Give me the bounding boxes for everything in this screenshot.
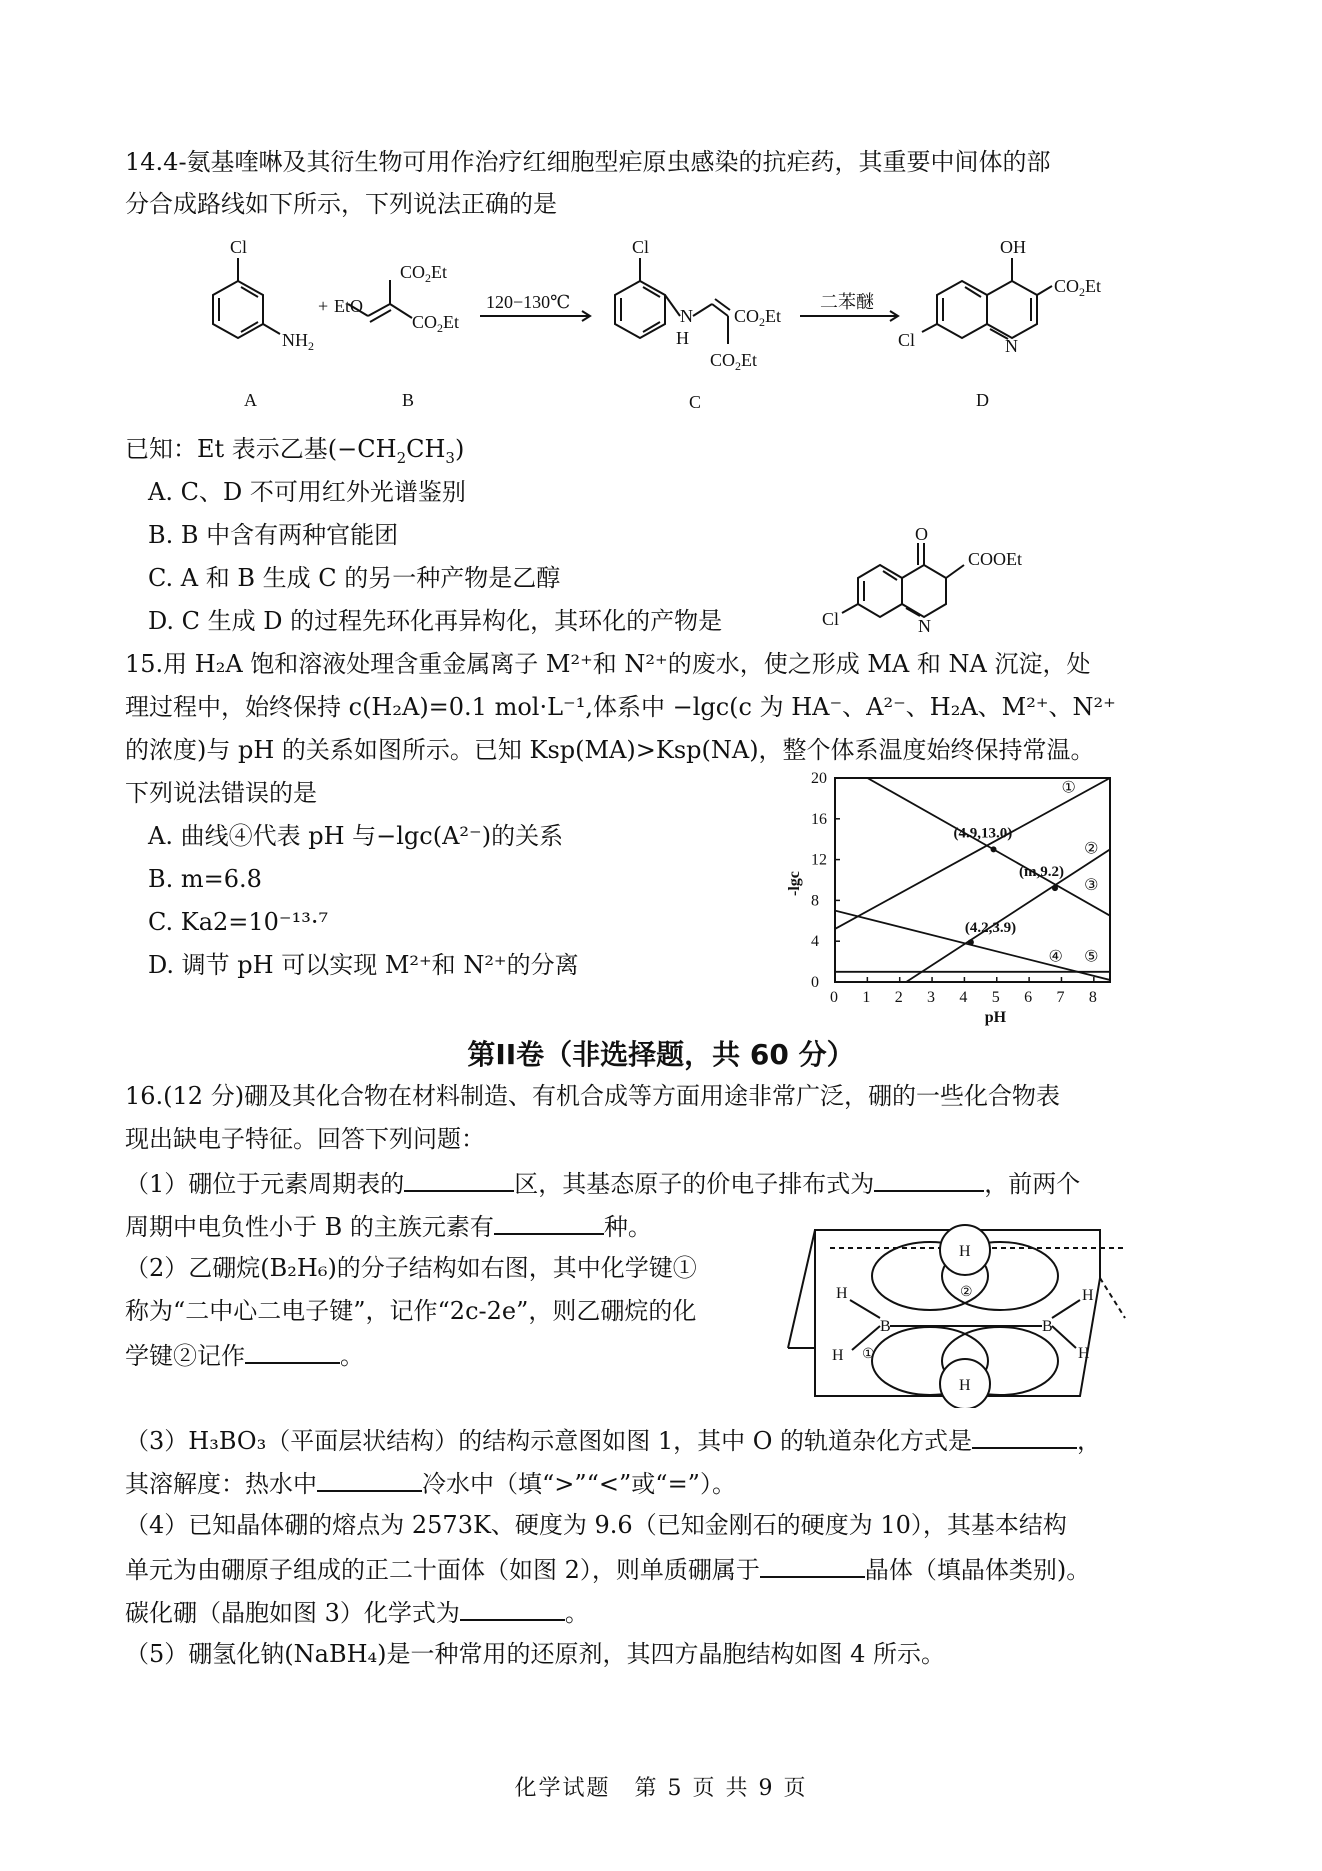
annotation-label: (4.9,13.0) <box>953 825 1013 842</box>
annotation-point <box>1052 885 1058 891</box>
condition-temp: 120−130℃ <box>486 292 571 312</box>
a-cl-label: Cl <box>230 237 248 257</box>
condition-solvent: 二苯醚 <box>820 292 874 312</box>
diagram-h-right-top: H <box>1082 1287 1094 1304</box>
x-tick-label: 0 <box>830 989 838 1006</box>
blank-4-crystal[interactable] <box>760 1552 865 1578</box>
q16-part2-line2: 称为“二中心二电子键”，记作“2c-2e”，则乙硼烷的化 <box>125 1297 697 1325</box>
blank-1-config[interactable] <box>874 1166 984 1192</box>
d-n-label: N <box>1005 336 1018 356</box>
c-cl-label: Cl <box>632 237 650 257</box>
synthesis-scheme <box>0 228 1322 418</box>
diborane-diagram <box>780 1218 1140 1408</box>
page-footer: 化学试题 第 5 页 共 9 页 <box>514 1776 808 1801</box>
x-tick-label: 4 <box>959 989 968 1006</box>
q14-option-a: A. C、D 不可用红外光谱鉴别 <box>148 478 466 506</box>
c-co2et-bottom: $CO_2Et$ <box>710 350 758 373</box>
x-tick-label: 7 <box>1056 989 1065 1006</box>
q16-part1-line2: 周期中电负性小于 B 的主族元素有 种。 <box>125 1209 652 1243</box>
label-d: D <box>976 390 989 410</box>
x-tick-label: 8 <box>1088 989 1097 1006</box>
q16-part4-line1: （4）已知晶体硼的熔点为 2573K、硬度为 9.6（已知金刚石的硬度为 10），其基本结构 <box>125 1511 1067 1539</box>
d-cl-label: Cl <box>898 330 916 350</box>
y-tick-label: 4 <box>811 933 819 951</box>
optd-cooet-label: COOEt <box>968 549 1022 569</box>
chart-frame <box>835 778 1110 982</box>
series-label-1: ① <box>1061 779 1076 797</box>
b-co2et-bottom: $CO_2Et$ <box>412 312 460 335</box>
q16-stem-line1: 16.(12 分)硼及其化合物在材料制造、有机合成等方面用途非常广泛，硼的一些化合物表 <box>125 1082 1061 1110</box>
c-h-label: H <box>676 328 689 348</box>
diagram-h-left-top: H <box>836 1285 848 1302</box>
q16-part4-line3: 碳化硼（晶胞如图 3）化学式为 。 <box>125 1595 589 1629</box>
q14-option-b: B. B 中含有两种官能团 <box>148 521 399 549</box>
diagram-h-left-bottom: H <box>832 1347 844 1364</box>
label-c: C <box>689 392 702 412</box>
q16-part1-line1: （1）硼位于元素周期表的 区，其基态原子的价电子排布式为 ，前两个 <box>125 1166 1080 1200</box>
q16-part5-line: （5）硼氢化钠(NaBH₄)是一种常用的还原剂，其四方晶胞结构如图 4 所示。 <box>125 1640 946 1668</box>
q16-part3-line2: 其溶解度：热水中 冷水中（填“>”“<”或“=”）。 <box>125 1466 736 1500</box>
q14-known-note: 已知：Et 表示乙基$(-CH_2CH_3)$ <box>125 435 465 467</box>
x-tick-label: 3 <box>927 989 936 1006</box>
annotation-label: (m,9.2) <box>1019 864 1064 881</box>
q15-option-a: A. 曲线④代表 pH 与−lgc(A²⁻)的关系 <box>148 822 564 850</box>
x-tick-label: 5 <box>991 989 1000 1006</box>
plus-sign: + <box>318 296 329 316</box>
section-title: 第II卷（非选择题，共 60 分） <box>467 1038 855 1071</box>
diagram-bond-2: ② <box>960 1285 973 1300</box>
q14-stem-line1: 14.4-氨基喹啉及其衍生物可用作治疗红细胞型疟原虫感染的抗疟药，其重要中间体的部 <box>125 148 1051 176</box>
q15-stem-line3: 的浓度)与 pH 的关系如图所示。已知 Ksp(MA)>Ksp(NA)，整个体系温度始终保持常温。 <box>125 736 1095 764</box>
q14-option-c: C. A 和 B 生成 C 的另一种产物是乙醇 <box>148 564 561 592</box>
x-tick-label: 2 <box>894 989 903 1006</box>
blank-3-hybrid[interactable] <box>972 1423 1077 1449</box>
q15-option-d: D. 调节 pH 可以实现 M²⁺和 N²⁺的分离 <box>148 951 579 979</box>
label-a: A <box>244 390 257 410</box>
y-tick-label: 16 <box>811 810 827 828</box>
optd-n-label: N <box>918 616 931 636</box>
x-tick-label: 6 <box>1024 989 1033 1006</box>
option-d-structure <box>820 525 1090 640</box>
q14-stem-line2: 分合成路线如下所示，下列说法正确的是 <box>125 190 557 218</box>
x-tick-label: 1 <box>862 989 871 1006</box>
a-nh2-label: $NH_2$ <box>282 330 314 353</box>
blank-1-region[interactable] <box>404 1166 514 1192</box>
q15-option-c: C. Ka2=10⁻¹³·⁷ <box>148 908 329 936</box>
series-line-3 <box>906 849 1110 982</box>
b-co2et-top: $CO_2Et$ <box>400 262 448 285</box>
diagram-h-right-bottom: H <box>1078 1345 1090 1362</box>
q16-part4-line2: 单元为由硼原子组成的正二十面体（如图 2），则单质硼属于 晶体（填晶体类别)。 <box>125 1552 1090 1586</box>
series-label-5: ⑤ <box>1084 948 1099 966</box>
blank-3-solubility[interactable] <box>317 1466 422 1492</box>
q15-option-b: B. m=6.8 <box>148 865 262 893</box>
y-tick-label: 20 <box>811 770 827 787</box>
blank-1-count[interactable] <box>494 1209 604 1235</box>
q15-stem-line4: 下列说法错误的是 <box>125 779 317 807</box>
diagram-b-right: B <box>1042 1318 1053 1335</box>
series-line-1 <box>835 778 1110 929</box>
b-eto-label: EtO <box>334 296 363 316</box>
optd-o-label: O <box>915 525 928 544</box>
diagram-bond-1: ① <box>862 1347 875 1362</box>
annotation-point <box>991 846 997 852</box>
d-oh-label: OH <box>1000 237 1026 257</box>
q16-part3-line1: （3）H₃BO₃（平面层状结构）的结构示意图如图 1，其中 O 的轨道杂化方式是 ， <box>125 1423 1101 1457</box>
series-label-4: ④ <box>1048 948 1063 966</box>
annotation-point <box>968 939 974 945</box>
c-co2et-right: $CO_2Et$ <box>734 306 782 329</box>
y-axis-label: -lgc <box>786 871 803 896</box>
diagram-h-bottom: H <box>959 1377 971 1394</box>
q16-part2-line1: （2）乙硼烷(B₂H₆)的分子结构如右图，其中化学键① <box>125 1254 697 1282</box>
blank-4-formula[interactable] <box>460 1595 565 1621</box>
y-tick-label: 0 <box>811 974 819 991</box>
q15-stem-line2: 理过程中，始终保持 c(H₂A)=0.1 mol·L⁻¹,体系中 −lgc(c 为 HA⁻、A²⁻、H₂A、M²⁺、N²⁺ <box>125 693 1116 721</box>
q16-part2-line3: 学键②记作 。 <box>125 1338 364 1372</box>
series-label-2: ② <box>1084 840 1099 858</box>
label-b: B <box>402 390 415 410</box>
ph-lgc-chart <box>760 770 1120 1032</box>
blank-2-bond[interactable] <box>245 1338 340 1364</box>
q16-stem-line2: 现出缺电子特征。回答下列问题： <box>125 1125 485 1153</box>
diagram-h-top: H <box>959 1243 971 1260</box>
annotation-label: (4.2,3.9) <box>964 920 1017 937</box>
series-label-3: ③ <box>1084 877 1099 895</box>
diagram-b-left: B <box>880 1318 891 1335</box>
c-n-label: N <box>680 306 693 326</box>
x-axis-label: pH <box>984 1009 1007 1026</box>
y-tick-label: 8 <box>811 892 819 910</box>
d-co2et-label: $CO_2Et$ <box>1054 276 1102 299</box>
q15-stem-line1: 15.用 H₂A 饱和溶液处理含重金属离子 M²⁺和 N²⁺的废水，使之形成 MA 和 NA 沉淀，处 <box>125 650 1091 678</box>
optd-cl-label: Cl <box>822 609 840 629</box>
y-tick-label: 12 <box>811 851 827 869</box>
q14-option-d: D. C 生成 D 的过程先环化再异构化，其环化的产物是 <box>148 607 723 635</box>
